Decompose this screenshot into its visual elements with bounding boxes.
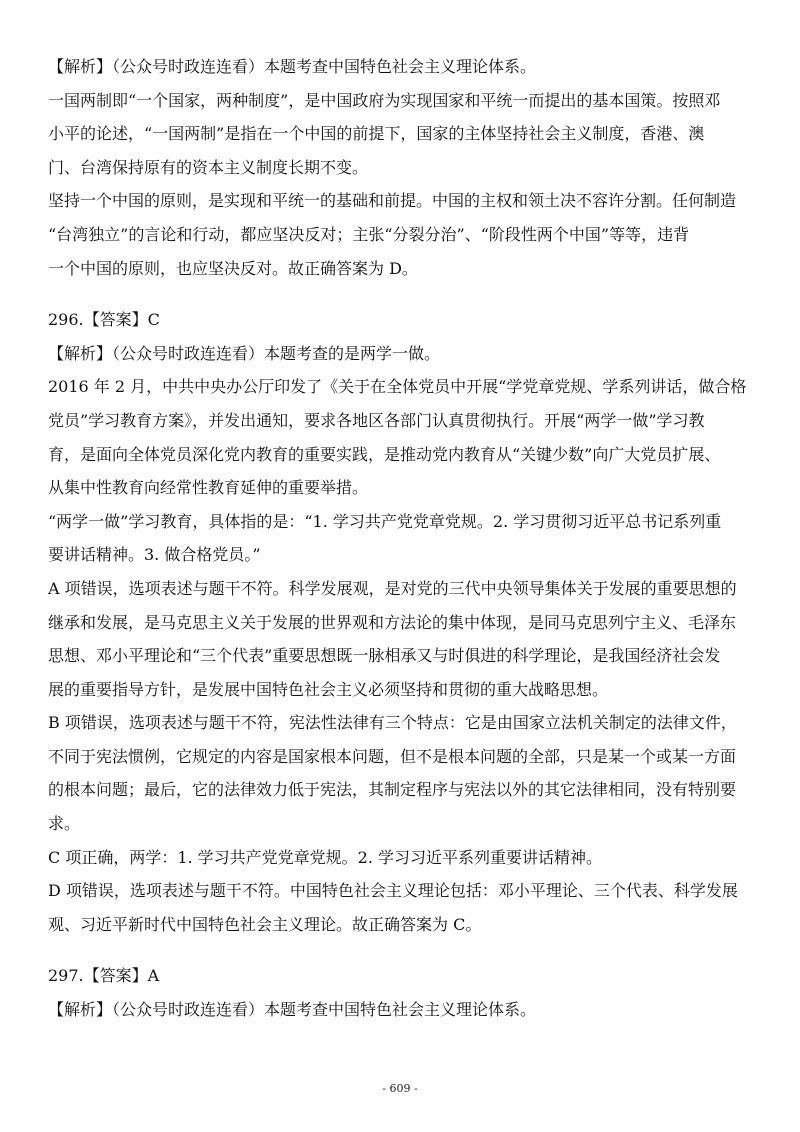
text-line: “两学一做”学习教育，具体指的是：“1. 学习共产党党章党规。2. 学习贯彻习近平总书记系列重: [48, 511, 722, 531]
text-line: “台湾独立”的言论和行动，都应坚决反对；主张“分裂分治”、“阶段性两个中国”等等，违背: [48, 224, 690, 244]
text-line: 育，是面向全体党员深化党内教育的重要实践，是推动党内教育从“关键少数”向广大党员扩展、: [48, 444, 721, 464]
page-number: - 609 -: [382, 1082, 418, 1095]
text-line: 观、习近平新时代中国特色社会主义理论。故正确答案为 C。: [48, 914, 482, 934]
analysis-heading-297: 【解析】（公众号时政连连看）本题考查中国特色社会主义理论体系。: [48, 1000, 537, 1020]
text-line: 的根本问题；最后，它的法律效力低于宪法，其制定程序与宪法以外的其它法律相同，没有特别要: [48, 780, 737, 800]
text-line: 从集中性教育向经常性教育延伸的重要举措。: [48, 478, 369, 498]
text-line: 继承和发展，是马克思主义关于发展的世界观和方法论的集中体现，是同马克思列宁主义、毛泽东: [48, 612, 737, 632]
section-spacer: [48, 285, 760, 303]
answer-heading-296: 296.【答案】C: [48, 310, 160, 330]
option-c-line: C 项正确，两学：1. 学习共产党党章党规。2. 学习习近平系列重要讲话精神。: [48, 847, 603, 867]
text-line: 门、台湾保持原有的资本主义制度长期不变。: [48, 157, 369, 177]
text-line: 求。: [48, 814, 81, 834]
text-line: 一国两制即“一个国家，两种制度”，是中国政府为实现国家和平统一而提出的基本国策。按照邓: [48, 90, 721, 110]
document-body: [48, 50, 760, 1027]
text-line: 展的重要指导方针，是发展中国特色社会主义必须坚持和贯彻的重大战略思想。: [48, 679, 609, 699]
analysis-heading-296: 【解析】（公众号时政连连看）本题考查的是两学一做。: [48, 343, 441, 363]
text-line: 一个中国的原则，也应坚决反对。故正确答案为 D。: [48, 258, 418, 278]
text-line: 思想、邓小平理论和“三个代表”重要思想既一脉相承又与时俱进的科学理论，是我国经济社会发: [48, 646, 721, 666]
option-d-line: D 项错误，选项表述与题干不符。中国特色社会主义理论包括：邓小平理论、三个代表、科学发展: [48, 881, 738, 901]
answer-heading-297: 297.【答案】A: [48, 966, 160, 986]
analysis-heading-295: 【解析】（公众号时政连连看）本题考查中国特色社会主义理论体系。: [48, 57, 537, 76]
text-line: 要讲话精神。3. 做合格党员。”: [48, 545, 261, 565]
text-line: 小平的论述，“一国两制”是指在一个中国的前提下，国家的主体坚持社会主义制度，香港、澳: [48, 124, 705, 144]
text-line: 不同于宪法惯例，它规定的内容是国家根本问题，但不是根本问题的全部，只是某一个或某一方面: [48, 746, 737, 766]
text-line: 坚持一个中国的原则，是实现和平统一的基础和前提。中国的主权和领土决不容许分割。任何制造: [48, 191, 737, 211]
option-a-line: A 项错误，选项表述与题干不符。科学发展观，是对党的三代中央领导集体关于发展的重要思想的: [48, 578, 737, 598]
text-line: 党员”学习教育方案》，并发出通知，要求各地区各部门认真贯彻执行。开展“两学一做”学习教: [48, 410, 705, 430]
text-line: 2016 年 2 月，中共中央办公厅印发了《关于在全体党员中开展“学党章党规、学系列讲话，做合格: [48, 377, 747, 397]
option-b-line: B 项错误，选项表述与题干不符，宪法性法律有三个特点：它是由国家立法机关制定的法律文件，: [48, 713, 737, 733]
section-spacer: [48, 941, 760, 959]
